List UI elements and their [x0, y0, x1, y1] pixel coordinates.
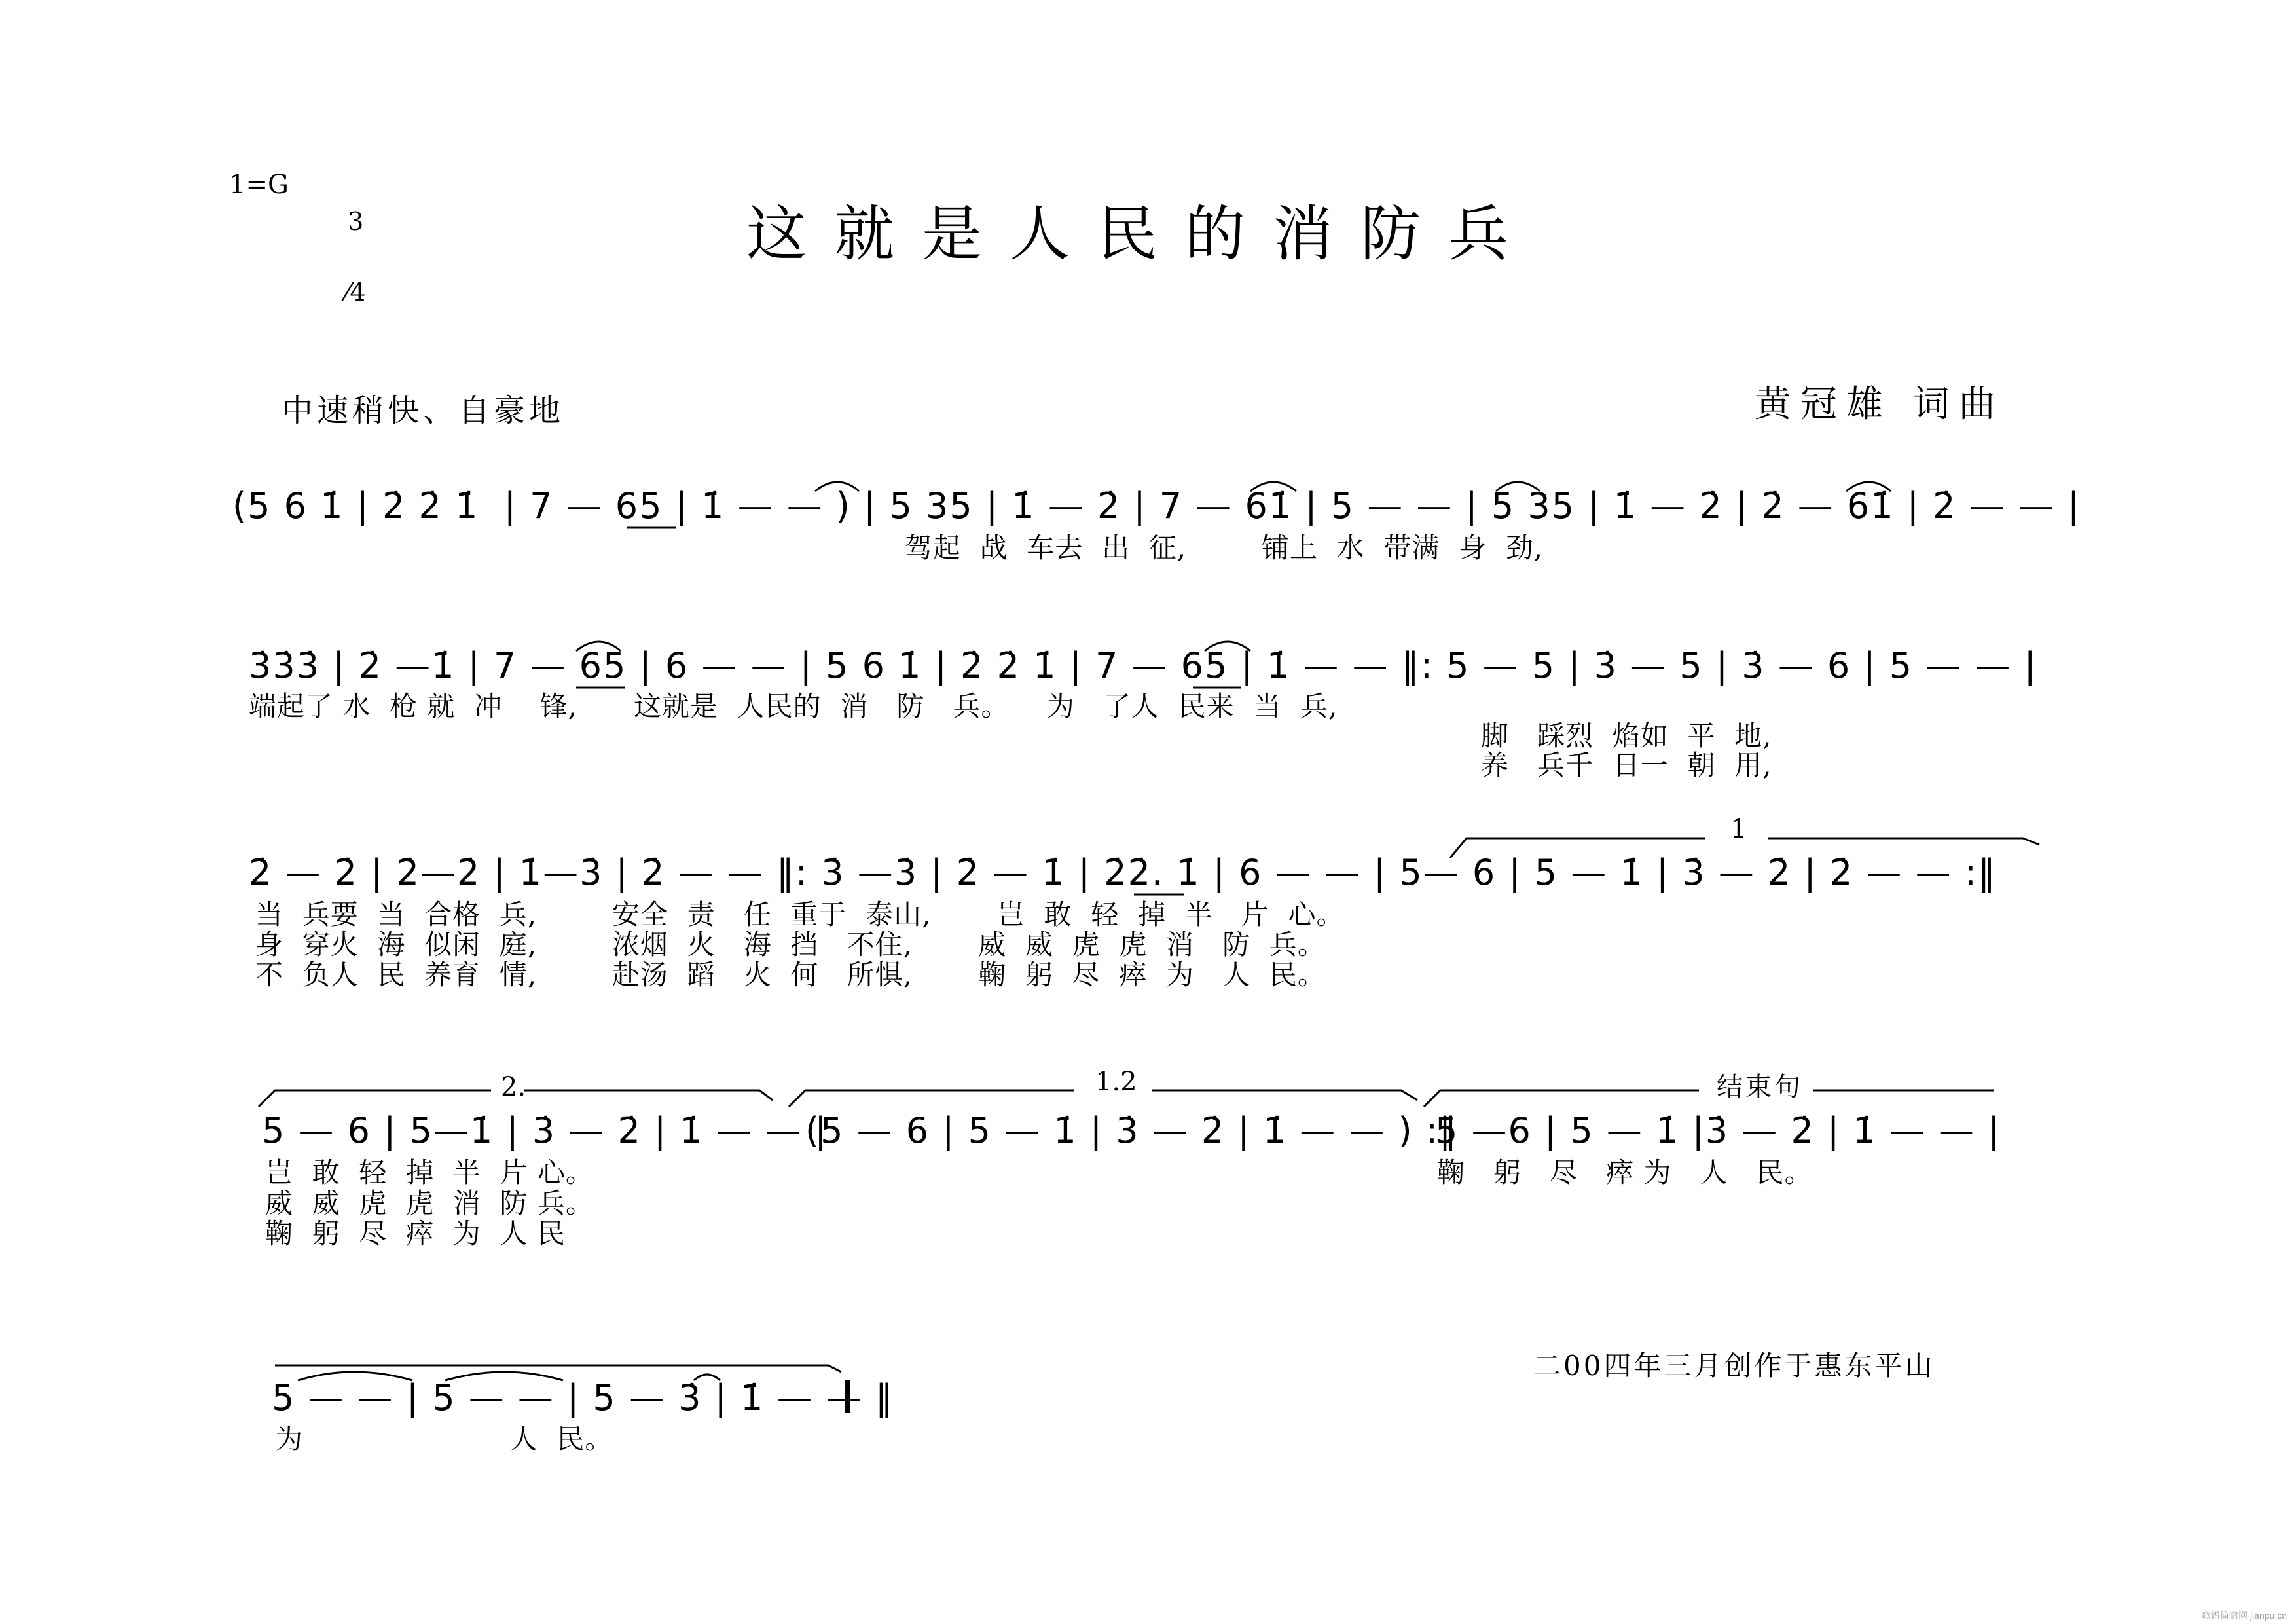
tie	[445, 1372, 563, 1380]
system2-lyric-verse3: 养 兵千 日一 朝 用,	[1481, 749, 1772, 781]
system1-notation: (5 6 1̇ | 2̇ 2̇ 1̇ | 7 — 65 | 1̇ — — ) | 5 35 | 1̇ — 2̇ | 7 — 61̇ | 5 — — | 5 35 | 1̇ — 2̇ | 2̇ — 61̇ | 2̇ — — |	[232, 485, 2081, 526]
volta-bracket	[1152, 1090, 1417, 1100]
time-signature-bottom: ⁄4	[346, 278, 366, 307]
volta-2-label: 2.	[501, 1072, 526, 1102]
system1-lyric-verse1: 驾起 战 车去 出 征, 铺上 水 带满 身 劲,	[905, 532, 1544, 564]
slur	[1846, 482, 1891, 491]
volta-1-2-label: 1.2	[1095, 1067, 1137, 1097]
composition-date-note: 二00四年三月创作于惠东平山	[1533, 1350, 1935, 1382]
system4-lyric-verse1: 岂 敢 轻 掉 半 片 心。	[265, 1156, 594, 1189]
system3-lyric-verse2: 身 穿火 海 似闲 庭, 浓烟 火 海 挡 不住, 威 威 虎 虎 消 防 兵。	[255, 929, 1326, 961]
volta-bracket	[1424, 1090, 1699, 1107]
composer-credit: 黄冠雄 词曲	[1755, 383, 2005, 426]
volta-bracket	[524, 1090, 773, 1100]
system5-lyric: 为 人 民。	[275, 1423, 613, 1455]
system4-notation-coda: 5 —6 | 5 — 1̇ |3̇ — 2̇ | 1̇ — — |	[1435, 1110, 2001, 1151]
slur	[1205, 642, 1250, 651]
system2-notation: 3̇3̇3̇ | 2̇ —1̇ | 7 — 65 | 6 — — | 5 6 1̇ | 2̇ 2̇ 1̇ | 7 — 65 | 1̇ — — ‖: 5 — 5 | 3̇ — 5 | 3̇ — 6 | 5 — — |	[249, 645, 2037, 686]
volta-bracket	[1768, 838, 2039, 845]
key-signature: 1=G	[229, 170, 289, 200]
volta-bracket	[259, 1090, 491, 1107]
slur	[815, 482, 859, 491]
system4-notation-interlude: (5 — 6 | 5 — 1̇ | 3̇ — 2̇ | 1̇ — — ) :‖	[805, 1110, 1459, 1151]
slur	[1250, 482, 1296, 491]
volta-bracket	[1450, 838, 1705, 858]
fermata	[694, 1375, 720, 1380]
slur	[1496, 482, 1540, 491]
system4-notation-ending2: 5 — 6 | 5—1̇ | 3̇ — 2̇ | 1̇ — — |	[262, 1110, 828, 1151]
system3-lyric-verse3: 不 负人 民 养育 情, 赴汤 蹈 火 何 所惧, 鞠 躬 尽 瘁 为 人 民。	[255, 959, 1326, 991]
system4-lyric-verse3: 鞠 躬 尽 瘁 为 人 民	[265, 1217, 566, 1249]
system2-lyric-verse1: 端起了 水 枪 就 冲 锋, 这就是 人民的 消 防 兵。 为 了人 民来 当 兵,	[249, 690, 1338, 722]
system2-lyric-verse2: 脚 踩烈 焰如 平 地,	[1481, 720, 1772, 752]
watermark: 歌谱简谱网 jianpu.cn	[2202, 1610, 2287, 1621]
volta-1-label: 1	[1730, 814, 1747, 844]
system4-lyric-coda: 鞠 躬 尽 瘁 为 人 民。	[1437, 1156, 1813, 1189]
system5-notation: 5 — — | 5 — — | 5 — 3̇ | 1̇ — — ‖	[272, 1377, 894, 1418]
time-signature-top: 3	[348, 207, 364, 236]
volta-bracket	[275, 1365, 841, 1372]
tie	[298, 1372, 412, 1380]
ending-phrase-label: 结束句	[1717, 1072, 1803, 1102]
slur	[576, 642, 621, 651]
system3-notation: 2̇ — 2̇ | 2̇—2̇ | 1̇—3̇ | 2̇ — — ‖: 3̇ —3̇ | 2̇ — 1̇ | 2̇2̇. 1̇ | 6 — — | 5— 6 | 5 — 1̇ | 3̇ — 2̇ | 2̇ — — :‖	[249, 852, 1997, 893]
system4-lyric-verse2: 威 威 虎 虎 消 防 兵。	[265, 1187, 594, 1219]
tempo-marking: 中速稍快、自豪地	[282, 392, 565, 429]
system3-lyric-verse1: 当 兵要 当 合格 兵, 安全 责 任 重于 泰山, 岂 敢 轻 掉 半 片 心。	[255, 898, 1345, 931]
song-title: 这就是人民的消防兵	[746, 199, 1537, 269]
volta-bracket	[789, 1090, 1074, 1107]
